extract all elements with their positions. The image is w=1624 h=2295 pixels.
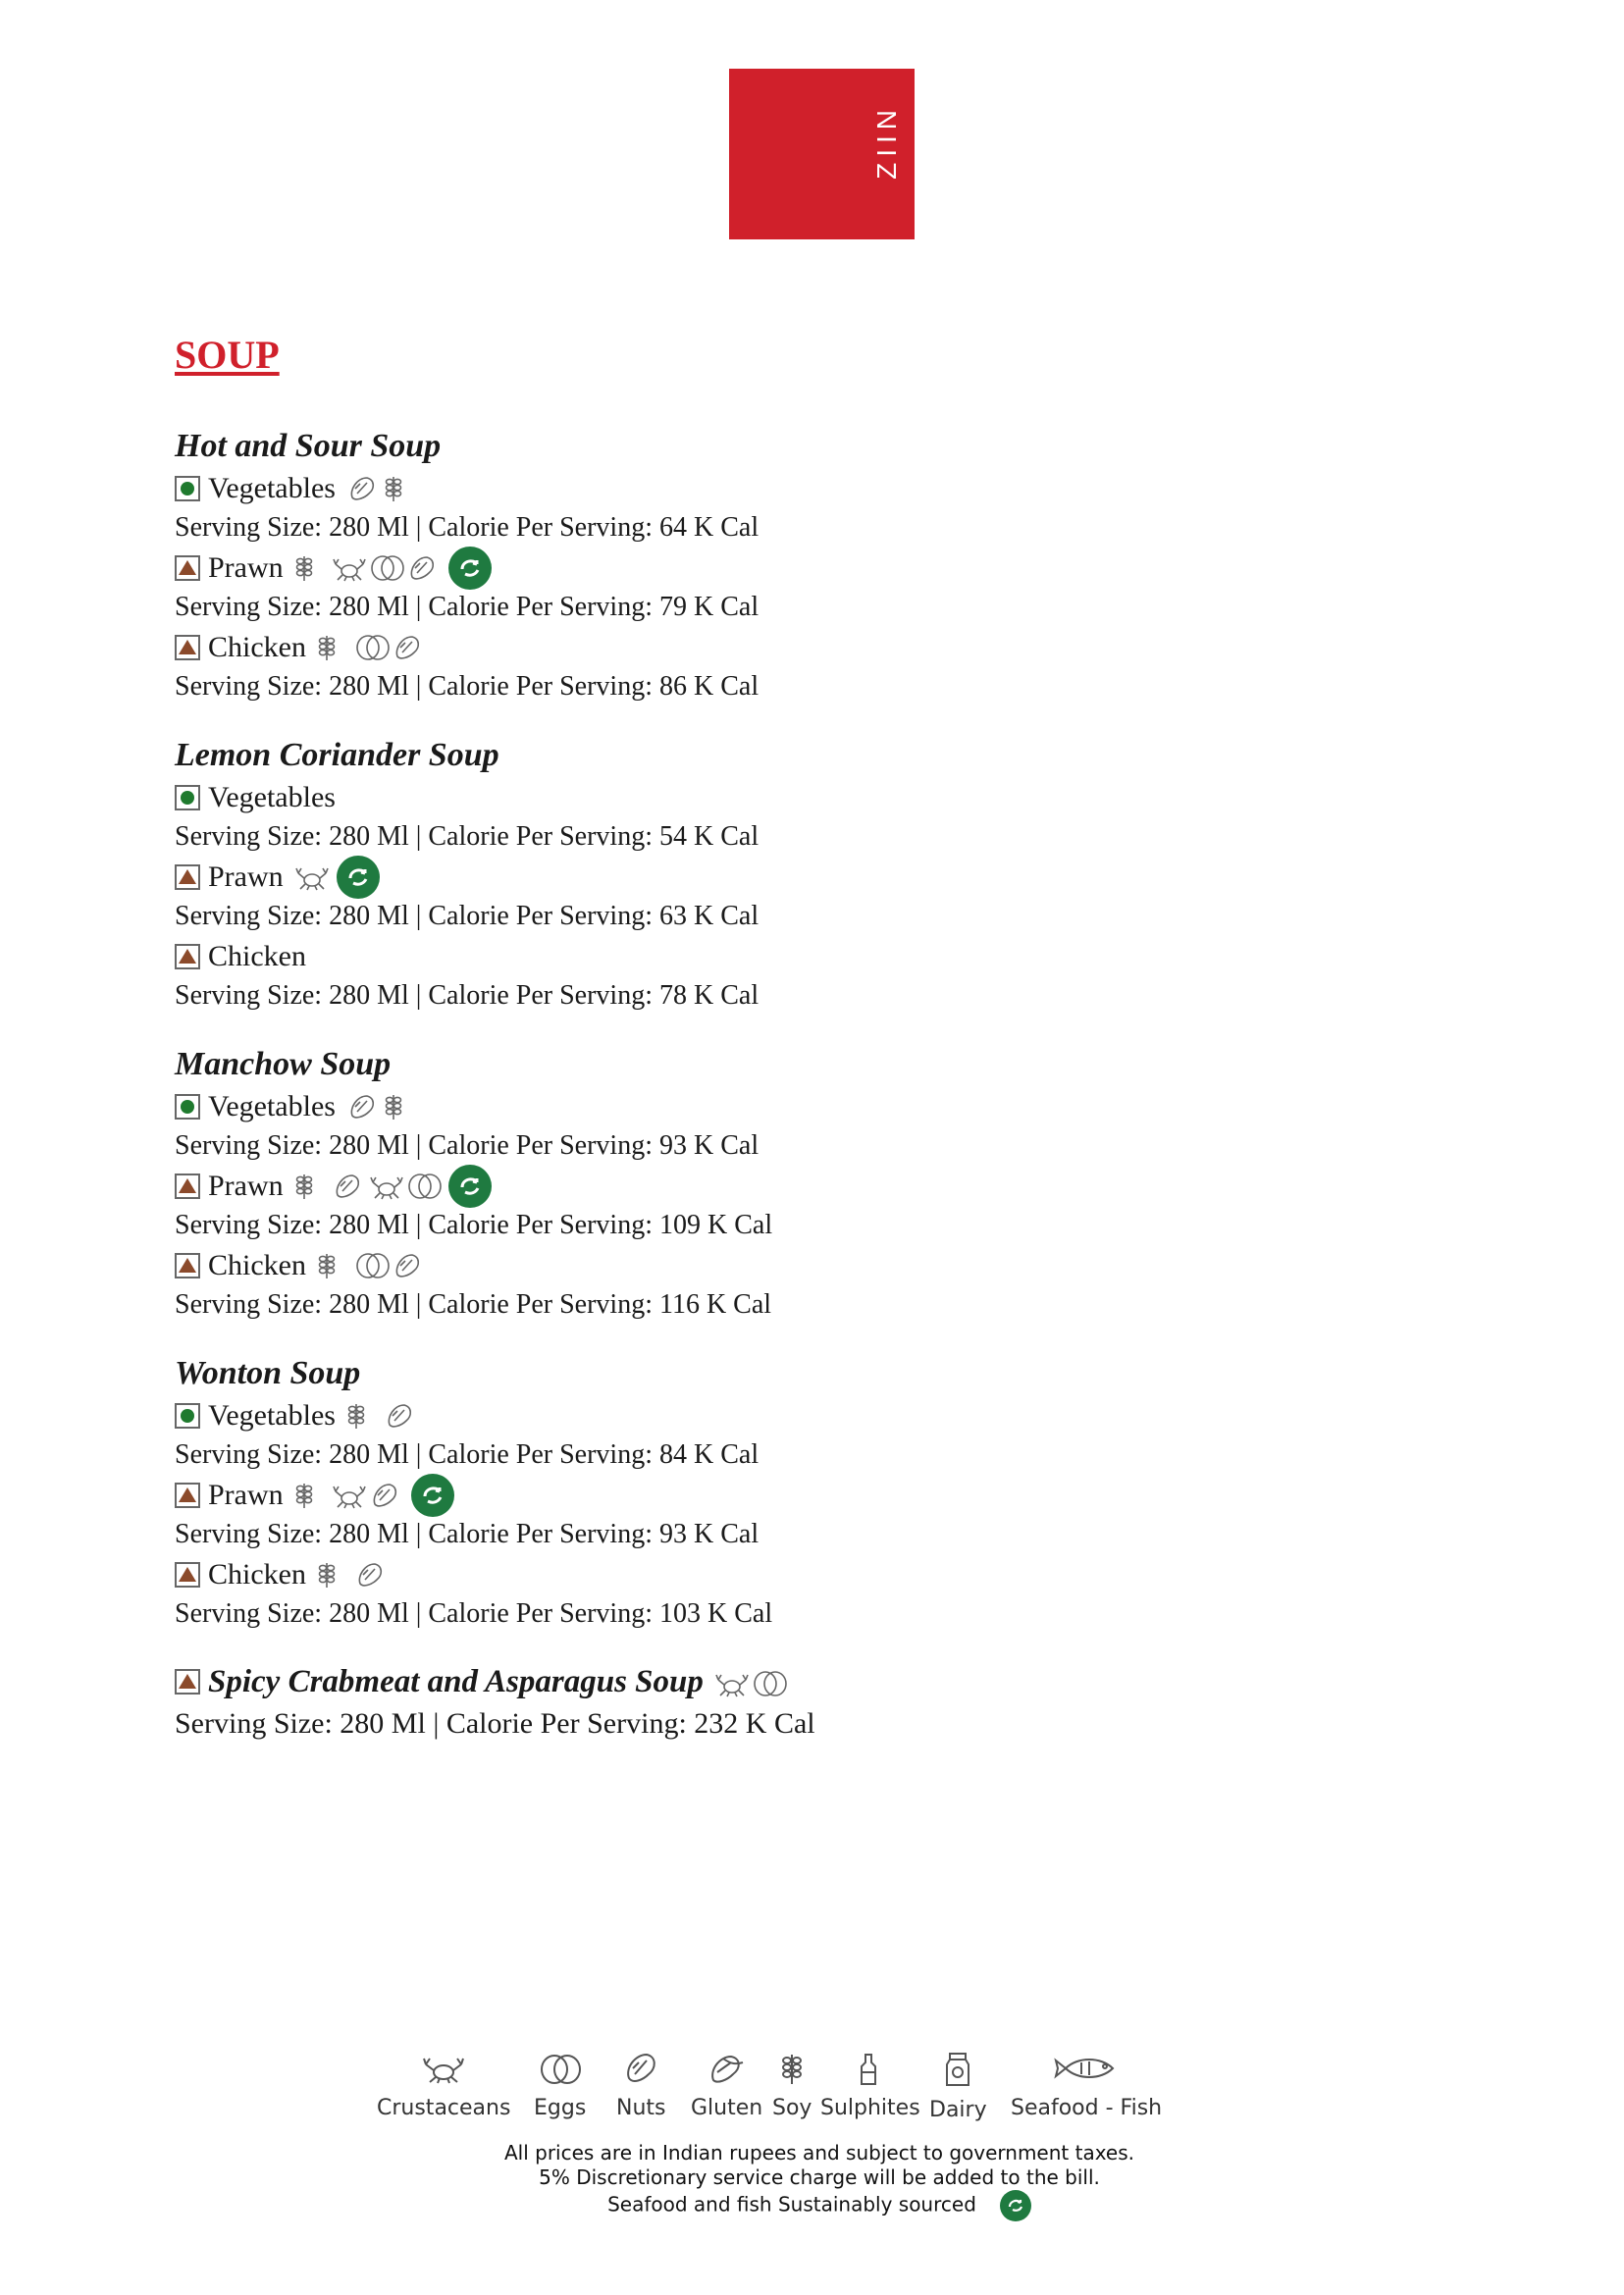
- variant-label: Vegetables: [208, 781, 336, 813]
- allergen-icons: [345, 1401, 416, 1431]
- dish-title: Manchow Soup: [175, 1046, 392, 1082]
- variant-row: [175, 469, 1058, 508]
- sustainable-seafood-icon: [1000, 2190, 1031, 2221]
- variant-row: [175, 858, 1058, 897]
- legend-label: Soy: [772, 2096, 812, 2120]
- legend-label: Seafood - Fish: [1011, 2096, 1163, 2120]
- sustainable-seafood-icon: [411, 1474, 454, 1517]
- serving-info: Serving Size: 280 Ml | Calorie Per Serving: 63 K Cal: [175, 901, 760, 931]
- serving-info: Serving Size: 280 Ml | Calorie Per Serving: 232 K Cal: [175, 1707, 815, 1740]
- dish-item: [175, 1042, 1058, 1326]
- special-dish-title: Spicy Crabmeat and Asparagus Soup: [208, 1664, 704, 1699]
- sulphites-icon: [820, 2051, 920, 2090]
- crustaceans-icon: [713, 1667, 747, 1696]
- serving-info: Serving Size: 280 Ml | Calorie Per Serving: 54 K Cal: [175, 821, 760, 852]
- variant-row: [175, 778, 1058, 817]
- allergen-icons: [316, 633, 424, 662]
- variant-row: [175, 548, 1058, 588]
- sulphites-icon: [293, 1481, 327, 1510]
- legend-label: Sulphites: [820, 2096, 920, 2120]
- eggs-icon: [368, 553, 401, 583]
- variant-label: Prawn: [208, 861, 284, 893]
- footer-line: 5% Discretionary service charge will be added to the bill.: [539, 2165, 1100, 2189]
- variant-row: [175, 1246, 1058, 1285]
- sulphites-icon: [383, 474, 416, 503]
- special-dish: [175, 1660, 1058, 1745]
- nonveg-marker-icon: [175, 944, 200, 969]
- veg-marker-icon: [175, 476, 200, 501]
- legend-item-gluten: [691, 2051, 762, 2120]
- section-heading: SOUP: [175, 333, 280, 377]
- allergen-icons: [293, 553, 439, 583]
- dairy-icon: [929, 2051, 987, 2092]
- veg-marker-icon: [175, 1403, 200, 1429]
- sulphites-icon: [316, 633, 349, 662]
- sustainable-seafood-icon: [448, 1165, 492, 1208]
- variant-row: [175, 1167, 1058, 1206]
- crustaceans-icon: [331, 553, 364, 583]
- variant-row: [175, 1555, 1058, 1594]
- variant-label: Vegetables: [208, 1090, 336, 1122]
- nuts-icon: [405, 553, 439, 583]
- variant-label: Vegetables: [208, 472, 336, 504]
- footer-sustainable-line: [412, 2190, 1227, 2221]
- nuts-icon: [616, 2051, 666, 2090]
- variant-label: Prawn: [208, 1479, 284, 1511]
- allergen-legend: [377, 2051, 1181, 2129]
- legend-item-dairy: [929, 2051, 987, 2122]
- special-dish-title-row: [175, 1660, 1058, 1703]
- nonveg-marker-icon: [175, 555, 200, 581]
- variant-label: Prawn: [208, 551, 284, 584]
- nonveg-marker-icon: [175, 1483, 200, 1508]
- dish-item: [175, 733, 1058, 1017]
- eggs-icon: [353, 633, 387, 662]
- serving-info: Serving Size: 280 Ml | Calorie Per Serving: 116 K Cal: [175, 1289, 772, 1320]
- variant-label: Vegetables: [208, 1399, 336, 1432]
- legend-label: Eggs: [534, 2096, 587, 2120]
- variant-row: [175, 628, 1058, 667]
- dish-title: Wonton Soup: [175, 1355, 361, 1391]
- dish-title: Hot and Sour Soup: [175, 428, 442, 464]
- crustaceans-icon: [293, 862, 327, 892]
- legend-item-eggs: [534, 2051, 586, 2120]
- menu-list: [175, 424, 1058, 1745]
- variant-row: [175, 1087, 1058, 1126]
- gluten-icon: [691, 2051, 762, 2090]
- eggs-icon: [534, 2051, 586, 2090]
- nuts-icon: [353, 1560, 387, 1590]
- sulphites-icon: [316, 1560, 349, 1590]
- allergen-icons: [316, 1251, 424, 1280]
- nuts-icon: [368, 1481, 401, 1510]
- nonveg-marker-icon: [175, 1253, 200, 1278]
- dish-item: [175, 1351, 1058, 1635]
- variant-row: [175, 937, 1058, 976]
- sulphites-icon: [345, 1401, 379, 1431]
- nonveg-marker-icon: [175, 1669, 200, 1695]
- allergen-icons: [293, 862, 327, 892]
- serving-info: Serving Size: 280 Ml | Calorie Per Serving: 84 K Cal: [175, 1439, 760, 1470]
- crustaceans-icon: [331, 1481, 364, 1510]
- sulphites-icon: [316, 1251, 349, 1280]
- legend-label: Gluten: [691, 2096, 763, 2120]
- allergen-icons: [345, 1092, 416, 1121]
- legend-item-crustaceans: [377, 2051, 510, 2120]
- serving-info: Serving Size: 280 Ml | Calorie Per Serving: 79 K Cal: [175, 592, 760, 622]
- footer-line: All prices are in Indian rupees and subject to government taxes.: [503, 2141, 1135, 2165]
- legend-label: Nuts: [616, 2096, 666, 2120]
- serving-info: Serving Size: 280 Ml | Calorie Per Serving: 109 K Cal: [175, 1210, 773, 1240]
- eggs-icon: [751, 1667, 784, 1696]
- serving-info: Serving Size: 280 Ml | Calorie Per Serving: 93 K Cal: [175, 1519, 760, 1549]
- legend-label: Dairy: [929, 2098, 987, 2122]
- nuts-icon: [391, 633, 424, 662]
- veg-marker-icon: [175, 785, 200, 810]
- nonveg-marker-icon: [175, 864, 200, 890]
- brand-logo-text: ZIIN: [871, 104, 902, 180]
- nuts-icon: [345, 1092, 379, 1121]
- seafood-fish-icon: [1011, 2051, 1162, 2090]
- variant-label: Chicken: [208, 940, 306, 972]
- variant-row: [175, 1476, 1058, 1515]
- nonveg-marker-icon: [175, 635, 200, 660]
- nuts-icon: [383, 1401, 416, 1431]
- variant-label: Chicken: [208, 1249, 306, 1281]
- legend-item-sulphites: [820, 2051, 920, 2120]
- serving-info: Serving Size: 280 Ml | Calorie Per Serving: 64 K Cal: [175, 512, 760, 543]
- allergen-icons: [713, 1667, 784, 1696]
- dish-title: Lemon Coriander Soup: [175, 737, 499, 773]
- variant-label: Prawn: [208, 1170, 284, 1202]
- footer-line: Seafood and fish Sustainably sourced: [607, 2192, 976, 2217]
- crustaceans-icon: [368, 1172, 401, 1201]
- legend-item-nuts: [616, 2051, 666, 2120]
- allergen-icons: [293, 1481, 401, 1510]
- veg-marker-icon: [175, 1094, 200, 1120]
- brand-logo: [729, 69, 915, 239]
- nuts-icon: [331, 1172, 364, 1201]
- serving-info: Serving Size: 280 Ml | Calorie Per Serving: 78 K Cal: [175, 980, 760, 1011]
- serving-info: Serving Size: 280 Ml | Calorie Per Serving: 86 K Cal: [175, 671, 760, 702]
- sustainable-seafood-icon: [337, 856, 380, 899]
- legend-item-soy: [772, 2051, 812, 2120]
- sulphites-icon: [293, 553, 327, 583]
- allergen-icons: [345, 474, 416, 503]
- legend-item-seafood-fish: [1011, 2051, 1162, 2120]
- eggs-icon: [405, 1172, 439, 1201]
- eggs-icon: [353, 1251, 387, 1280]
- footer-note: [412, 2141, 1227, 2221]
- serving-info: Serving Size: 280 Ml | Calorie Per Serving: 93 K Cal: [175, 1130, 760, 1161]
- allergen-icons: [293, 1172, 439, 1201]
- nonveg-marker-icon: [175, 1174, 200, 1199]
- crustaceans-icon: [377, 2051, 510, 2090]
- variant-label: Chicken: [208, 631, 306, 663]
- sustainable-seafood-icon: [448, 547, 492, 590]
- soy-icon: [772, 2051, 812, 2090]
- nuts-icon: [345, 474, 379, 503]
- nuts-icon: [391, 1251, 424, 1280]
- legend-label: Crustaceans: [377, 2096, 511, 2120]
- nonveg-marker-icon: [175, 1562, 200, 1588]
- sulphites-icon: [383, 1092, 416, 1121]
- variant-row: [175, 1396, 1058, 1435]
- allergen-icons: [316, 1560, 387, 1590]
- sulphites-icon: [293, 1172, 327, 1201]
- variant-label: Chicken: [208, 1558, 306, 1591]
- serving-info: Serving Size: 280 Ml | Calorie Per Serving: 103 K Cal: [175, 1598, 773, 1629]
- dish-item: [175, 424, 1058, 707]
